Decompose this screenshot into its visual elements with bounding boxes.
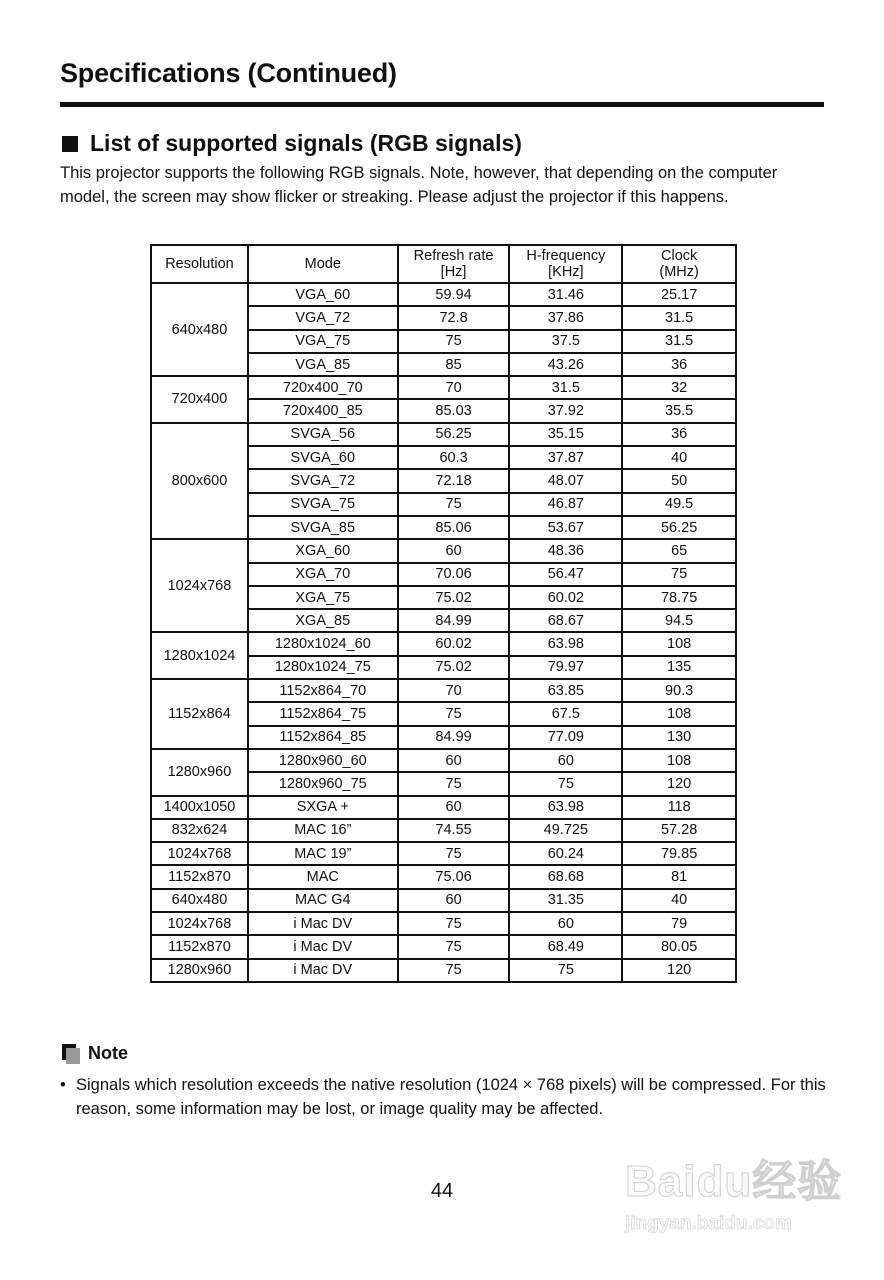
h-frequency-cell: 68.68 [509,865,622,888]
column-header [151,245,248,283]
resolution-cell: 1024x768 [151,842,248,865]
table-row [151,842,736,865]
h-frequency-cell: 67.5 [509,702,622,725]
resolution-cell: 1280x1024 [151,632,248,679]
clock-cell: 32 [622,376,736,399]
h-frequency-cell: 63.85 [509,679,622,702]
table-row [151,423,736,446]
resolution-cell: 1152x864 [151,679,248,749]
clock-cell: 75 [622,563,736,586]
mode-cell: 1280x960_60 [248,749,398,772]
table-row [151,935,736,958]
mode-cell: 720x400_70 [248,376,398,399]
mode-cell: i Mac DV [248,959,398,982]
resolution-cell: 1024x768 [151,539,248,632]
h-frequency-cell: 49.725 [509,819,622,842]
column-header [509,245,622,283]
clock-cell: 108 [622,749,736,772]
table-row [151,749,736,772]
clock-cell: 36 [622,353,736,376]
page-title: Specifications (Continued) [60,58,397,88]
column-header-label: Mode [304,256,341,272]
clock-cell: 130 [622,726,736,749]
refresh-rate-cell: 74.55 [398,819,510,842]
column-header [622,245,736,283]
table-row [151,632,736,655]
mode-cell: SVGA_85 [248,516,398,539]
note-item [60,1074,830,1121]
h-frequency-cell: 68.67 [509,609,622,632]
mode-cell: XGA_70 [248,563,398,586]
h-frequency-cell: 63.98 [509,796,622,819]
column-header-unit: [KHz] [548,264,584,280]
page-number: 44 [430,1180,454,1202]
table-header-row [151,245,736,283]
table-row [151,912,736,935]
watermark-logo: Baidu经验 [625,1157,843,1206]
resolution-cell: 1152x870 [151,935,248,958]
clock-cell: 108 [622,702,736,725]
bullet-icon: • [60,1076,66,1094]
refresh-rate-cell: 72.8 [398,306,510,329]
clock-cell: 79 [622,912,736,935]
column-header-label: Resolution [165,256,234,272]
section-heading [62,130,522,157]
rgb-signals-table [150,244,737,983]
mode-cell: 1152x864_85 [248,726,398,749]
baidu-watermark [625,1145,842,1235]
table-row [151,865,736,888]
column-header-label: Clock [661,248,698,264]
mode-cell: VGA_75 [248,330,398,353]
mode-cell: 1152x864_75 [248,702,398,725]
h-frequency-cell: 37.86 [509,306,622,329]
refresh-rate-cell: 60.02 [398,632,510,655]
mode-cell: 1152x864_70 [248,679,398,702]
refresh-rate-cell: 75 [398,959,510,982]
h-frequency-cell: 60.24 [509,842,622,865]
table-row [151,889,736,912]
resolution-cell: 832x624 [151,819,248,842]
mode-cell: SVGA_75 [248,493,398,516]
clock-cell: 79.85 [622,842,736,865]
mode-cell: MAC G4 [248,889,398,912]
square-bullet-icon [62,136,78,152]
refresh-rate-cell: 75 [398,493,510,516]
table-row [151,679,736,702]
clock-cell: 135 [622,656,736,679]
refresh-rate-cell: 84.99 [398,609,510,632]
h-frequency-cell: 31.5 [509,376,622,399]
h-frequency-cell: 46.87 [509,493,622,516]
mode-cell: XGA_85 [248,609,398,632]
clock-cell: 118 [622,796,736,819]
clock-cell: 40 [622,889,736,912]
refresh-rate-cell: 70 [398,376,510,399]
h-frequency-cell: 60 [509,912,622,935]
clock-cell: 40 [622,446,736,469]
resolution-cell: 1280x960 [151,749,248,796]
clock-cell: 120 [622,959,736,982]
table-row [151,819,736,842]
table-row [151,283,736,306]
clock-cell: 25.17 [622,283,736,306]
h-frequency-cell: 77.09 [509,726,622,749]
refresh-rate-cell: 75.06 [398,865,510,888]
mode-cell: MAC 16” [248,819,398,842]
refresh-rate-cell: 59.94 [398,283,510,306]
resolution-cell: 800x600 [151,423,248,539]
refresh-rate-cell: 75 [398,330,510,353]
refresh-rate-cell: 56.25 [398,423,510,446]
refresh-rate-cell: 70 [398,679,510,702]
refresh-rate-cell: 72.18 [398,469,510,492]
column-header-unit: (MHz) [659,264,699,280]
clock-cell: 35.5 [622,399,736,422]
refresh-rate-cell: 60 [398,796,510,819]
mode-cell: SVGA_60 [248,446,398,469]
table-row [151,959,736,982]
h-frequency-cell: 37.5 [509,330,622,353]
column-header-label: H-frequency [526,248,606,264]
clock-cell: 90.3 [622,679,736,702]
refresh-rate-cell: 75 [398,702,510,725]
refresh-rate-cell: 60.3 [398,446,510,469]
clock-cell: 94.5 [622,609,736,632]
title-rule [60,102,824,107]
refresh-rate-cell: 85.03 [398,399,510,422]
note-title: Note [88,1043,128,1063]
mode-cell: SVGA_72 [248,469,398,492]
clock-cell: 36 [622,423,736,446]
h-frequency-cell: 56.47 [509,563,622,586]
refresh-rate-cell: 60 [398,539,510,562]
h-frequency-cell: 75 [509,772,622,795]
clock-cell: 31.5 [622,330,736,353]
mode-cell: SXGA + [248,796,398,819]
resolution-cell: 1280x960 [151,959,248,982]
refresh-rate-cell: 60 [398,749,510,772]
mode-cell: SVGA_56 [248,423,398,446]
resolution-cell: 640x480 [151,283,248,376]
mode-cell: 1280x1024_60 [248,632,398,655]
mode-cell: XGA_75 [248,586,398,609]
intro-paragraph: This projector supports the following RGB signals. Note, however, that depending on the computer model, the screen may show flicker or streaking. Please adjust the projector if this happens. [60,164,778,206]
h-frequency-cell: 48.36 [509,539,622,562]
mode-cell: 1280x960_75 [248,772,398,795]
mode-cell: VGA_60 [248,283,398,306]
refresh-rate-cell: 75 [398,842,510,865]
h-frequency-cell: 60.02 [509,586,622,609]
watermark-url: jingyan.baidu.com [625,1213,792,1234]
h-frequency-cell: 63.98 [509,632,622,655]
h-frequency-cell: 53.67 [509,516,622,539]
mode-cell: 720x400_85 [248,399,398,422]
h-frequency-cell: 48.07 [509,469,622,492]
h-frequency-cell: 37.87 [509,446,622,469]
column-header-unit: [Hz] [440,264,467,280]
clock-cell: 108 [622,632,736,655]
refresh-rate-cell: 70.06 [398,563,510,586]
clock-cell: 80.05 [622,935,736,958]
resolution-cell: 640x480 [151,889,248,912]
resolution-cell: 1024x768 [151,912,248,935]
refresh-rate-cell: 75.02 [398,656,510,679]
resolution-cell: 1152x870 [151,865,248,888]
table-row [151,539,736,562]
clock-cell: 81 [622,865,736,888]
refresh-rate-cell: 75 [398,935,510,958]
column-header [398,245,510,283]
clock-cell: 120 [622,772,736,795]
clock-cell: 57.28 [622,819,736,842]
resolution-cell: 720x400 [151,376,248,423]
clock-cell: 31.5 [622,306,736,329]
mode-cell: i Mac DV [248,912,398,935]
mode-cell: VGA_72 [248,306,398,329]
h-frequency-cell: 31.35 [509,889,622,912]
refresh-rate-cell: 60 [398,889,510,912]
mode-cell: 1280x1024_75 [248,656,398,679]
refresh-rate-cell: 84.99 [398,726,510,749]
h-frequency-cell: 60 [509,749,622,772]
refresh-rate-cell: 75 [398,912,510,935]
refresh-rate-cell: 85.06 [398,516,510,539]
note-text: Signals which resolution exceeds the native resolution (1024 × 768 pixels) will be compressed. For this reason, some information may be lost, or image quality may be affected. [76,1076,826,1118]
clock-cell: 49.5 [622,493,736,516]
clock-cell: 65 [622,539,736,562]
resolution-cell: 1400x1050 [151,796,248,819]
refresh-rate-cell: 85 [398,353,510,376]
h-frequency-cell: 35.15 [509,423,622,446]
clock-cell: 50 [622,469,736,492]
note-icon [62,1044,80,1064]
mode-cell: MAC 19” [248,842,398,865]
section-title: List of supported signals (RGB signals) [90,130,522,156]
refresh-rate-cell: 75 [398,772,510,795]
clock-cell: 78.75 [622,586,736,609]
h-frequency-cell: 43.26 [509,353,622,376]
column-header [248,245,398,283]
h-frequency-cell: 68.49 [509,935,622,958]
mode-cell: i Mac DV [248,935,398,958]
h-frequency-cell: 31.46 [509,283,622,306]
h-frequency-cell: 79.97 [509,656,622,679]
mode-cell: MAC [248,865,398,888]
mode-cell: VGA_85 [248,353,398,376]
note-heading [62,1043,128,1064]
refresh-rate-cell: 75.02 [398,586,510,609]
h-frequency-cell: 37.92 [509,399,622,422]
table-row [151,796,736,819]
column-header-label: Refresh rate [413,248,494,264]
h-frequency-cell: 75 [509,959,622,982]
table-row [151,376,736,399]
mode-cell: XGA_60 [248,539,398,562]
clock-cell: 56.25 [622,516,736,539]
